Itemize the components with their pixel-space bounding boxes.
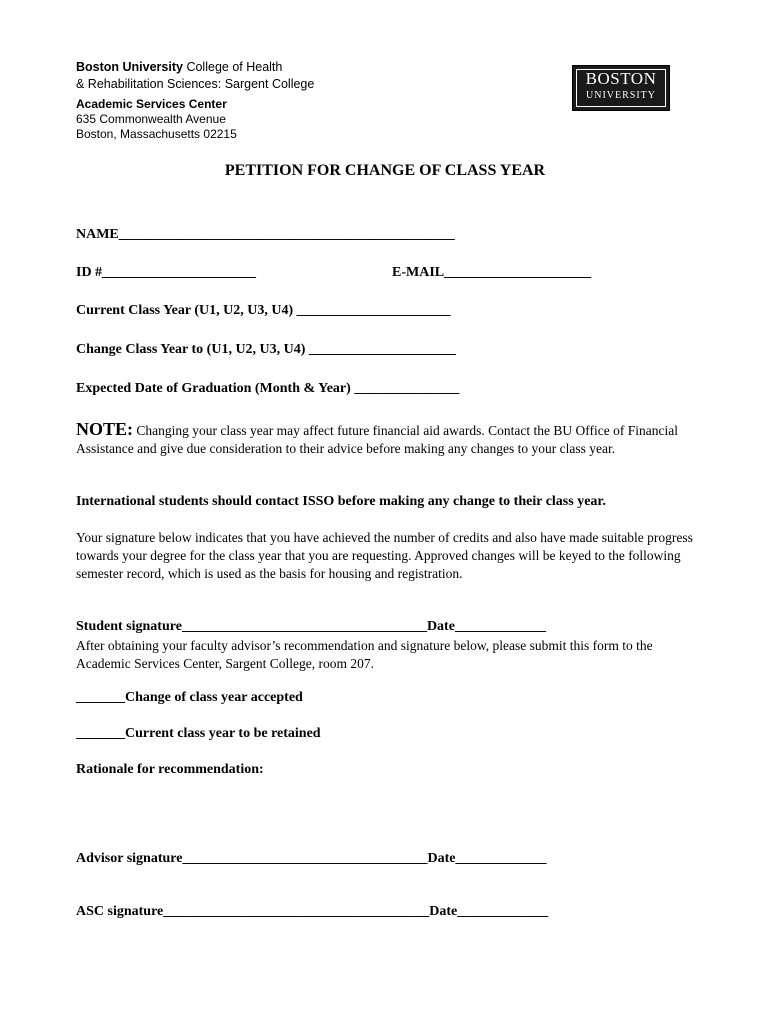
institution-line-2: & Rehabilitation Sciences: Sargent College <box>76 77 315 91</box>
advisor-signature-label: Advisor signature <box>76 851 183 866</box>
rationale-label: Rationale for recommendation: <box>76 762 264 777</box>
advisor-date-line[interactable]: _____________ <box>455 851 547 866</box>
note-paragraph <box>76 420 696 458</box>
advisor-signature-line[interactable]: ___________________________________ <box>182 851 428 866</box>
submit-instructions: After obtaining your faculty advisor’s recommendation and signature below, please submit this form to the Academic Services Center, Sargent College, room 207. <box>76 638 653 671</box>
page-title: PETITION FOR CHANGE OF CLASS YEAR <box>224 162 546 179</box>
note-text: Changing your class year may affect future financial aid awards. Contact the BU Office of Financial Assistance and give due consideration to their advice before making any changes to your class year. <box>76 423 678 456</box>
institution-name: Boston University <box>76 60 183 74</box>
boston-university-logo <box>572 65 670 111</box>
asc-signature-line[interactable]: ______________________________________ <box>163 904 430 919</box>
name-field[interactable]: NAME________________________________________________ <box>76 227 455 242</box>
asc-signature-row[interactable] <box>76 904 548 920</box>
logo-text-bottom: UNIVERSITY <box>586 90 656 101</box>
asc-date-label: Date <box>429 904 458 919</box>
note-label: NOTE: <box>76 419 134 439</box>
student-signature-line[interactable]: ___________________________________ <box>181 619 427 634</box>
change-class-year-field[interactable]: Change Class Year to (U1, U2, U3, U4) _____________________ <box>76 342 456 357</box>
asc-signature-label: ASC signature <box>76 904 164 919</box>
asc-date-line[interactable]: _____________ <box>457 904 549 919</box>
logo-text-top: BOSTON <box>585 69 657 88</box>
advisor-signature-row[interactable] <box>76 851 546 867</box>
current-class-year-field[interactable]: Current Class Year (U1, U2, U3, U4) ______________________ <box>76 303 451 318</box>
year-retained-option[interactable]: _______Current class year to be retained <box>76 726 321 741</box>
student-date-label: Date <box>426 619 455 634</box>
street-address: 635 Commonwealth Avenue <box>76 112 226 126</box>
email-field[interactable]: E-MAIL_____________________ <box>392 265 592 280</box>
institution-line-1 <box>76 60 282 75</box>
office-name: Academic Services Center <box>76 97 227 111</box>
institution-college: College of Health <box>186 60 283 74</box>
id-field[interactable]: ID #______________________ <box>76 265 257 280</box>
student-signature-row[interactable] <box>76 619 546 635</box>
student-signature-label: Student signature <box>76 619 182 634</box>
advisor-date-label: Date <box>427 851 456 866</box>
student-date-line[interactable]: _____________ <box>454 619 546 634</box>
international-notice: International students should contact ISSO before making any change to their class year. <box>76 494 606 509</box>
city-address: Boston, Massachusetts 02215 <box>76 127 237 141</box>
graduation-date-field[interactable]: Expected Date of Graduation (Month & Year) _______________ <box>76 381 460 396</box>
change-accepted-option[interactable]: _______Change of class year accepted <box>76 690 303 705</box>
signature-notice: Your signature below indicates that you have achieved the number of credits and also have made suitable progress towards your degree for the class year that you are requesting. Approved changes will be keyed to the following semester record, which is used as the basis for housing and registration. <box>76 530 693 581</box>
